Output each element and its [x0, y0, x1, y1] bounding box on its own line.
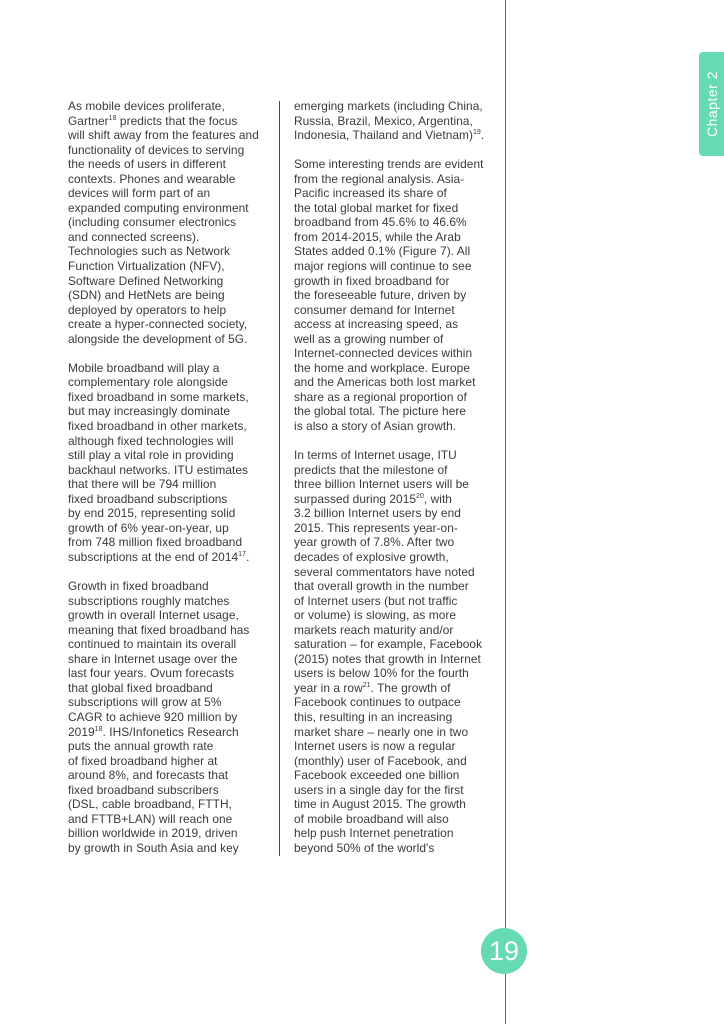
- paragraph: [294, 448, 494, 855]
- text-line: predicts that the milestone of: [294, 462, 448, 477]
- text-line: Facebook exceeded one billion: [294, 768, 460, 783]
- footnote-ref: 19: [472, 129, 481, 137]
- text-line: from the regional analysis. Asia-: [294, 171, 465, 186]
- text-line: time in August 2015. The growth: [294, 797, 466, 812]
- text-line: (monthly) user of Facebook, and: [294, 753, 467, 768]
- text-line: Internet users is now a regular: [294, 739, 456, 754]
- text-line: several commentators have noted: [294, 564, 475, 579]
- text-line: and connected screens).: [68, 229, 200, 244]
- chapter-label: Chapter 2: [704, 71, 720, 137]
- text-line: growth of 6% year-on-year, up: [68, 520, 229, 535]
- text-line: beyond 50% of the world's: [294, 840, 435, 855]
- text-line: growth in fixed broadband for: [294, 273, 450, 288]
- text-line: growth in overall Internet usage,: [68, 608, 239, 623]
- text-line: broadband from 45.6% to 46.6%: [294, 215, 467, 230]
- text-line: alongside the development of 5G.: [68, 331, 248, 346]
- footnote-ref: 21: [362, 681, 371, 689]
- text-line: continued to maintain its overall: [68, 637, 237, 652]
- text-line: the global total. The picture here: [294, 404, 467, 419]
- text-line: market share – nearly one in two: [294, 724, 469, 739]
- paragraph: [68, 579, 268, 855]
- text-line: fixed broadband subscribers: [68, 782, 219, 797]
- text-line: well as a growing number of: [294, 331, 444, 346]
- text-line: create a hyper-connected society,: [68, 317, 248, 332]
- text-line: but may increasingly dominate: [68, 404, 231, 419]
- text-line: from 748 million fixed broadband: [68, 535, 243, 550]
- text-line: CAGR to achieve 920 million by: [68, 709, 238, 724]
- text-line: that overall growth in the number: [294, 579, 469, 594]
- text-line: share as a regional proportion of: [294, 389, 467, 404]
- text-column-left: [68, 99, 268, 855]
- text-line: year in a row$^{21}$. The growth of: [294, 680, 451, 695]
- text-line: that there will be 794 million: [68, 477, 217, 492]
- text-line: consumer demand for Internet: [294, 302, 455, 317]
- text-line: complementary role alongside: [68, 375, 229, 390]
- text-line: functionality of devices to serving: [68, 142, 245, 157]
- paragraph: [294, 157, 494, 433]
- text-line: still play a vital role in providing: [68, 448, 234, 463]
- text-line: by growth in South Asia and key: [68, 840, 239, 855]
- text-line: of fixed broadband higher at: [68, 753, 218, 768]
- text-line: Gartner$^{18}$ predicts that the focus: [68, 113, 238, 128]
- footnote-ref: 17: [238, 550, 247, 558]
- text-line: the total global market for fixed: [294, 200, 459, 215]
- text-line: (SDN) and HetNets are being: [68, 288, 225, 303]
- text-line: or volume) is slowing, as more: [294, 608, 457, 623]
- chapter-tab: [699, 52, 724, 156]
- text-line: Mobile broadband will play a: [68, 360, 220, 375]
- text-line: expanded computing environment: [68, 200, 249, 215]
- paragraph: [68, 361, 268, 565]
- text-line: contexts. Phones and wearable: [68, 171, 236, 186]
- footnote-ref: 18: [94, 725, 103, 733]
- footnote-ref: 18: [108, 114, 117, 122]
- text-line: and FTTB+LAN) will reach one: [68, 811, 233, 826]
- text-line: users in a single day for the first: [294, 782, 464, 797]
- text-line: 2019$^{18}$. IHS/Infonetics Research: [68, 724, 239, 739]
- text-line: help push Internet penetration: [294, 826, 454, 841]
- text-line: although fixed technologies will: [68, 433, 234, 448]
- text-line: 3.2 billion Internet users by end: [294, 506, 461, 521]
- text-line: this, resulting in an increasing: [294, 709, 453, 724]
- text-line: surpassed during 2015$^{20}$, with: [294, 491, 452, 506]
- text-line: Software Defined Networking: [68, 273, 224, 288]
- column-divider-line: [279, 101, 280, 856]
- text-line: Internet-connected devices within: [294, 346, 473, 361]
- text-line: the needs of users in different: [68, 157, 226, 172]
- text-line: major regions will continue to see: [294, 259, 472, 274]
- text-line: decades of explosive growth,: [294, 549, 449, 564]
- text-line: Pacific increased its share of: [294, 186, 447, 201]
- text-line: Growth in fixed broadband: [68, 579, 209, 594]
- text-line: (including consumer electronics: [68, 215, 237, 230]
- text-line: the home and workplace. Europe: [294, 360, 471, 375]
- text-line: that global fixed broadband: [68, 680, 213, 695]
- text-column-right: [294, 99, 494, 855]
- text-line: subscriptions will grow at 5%: [68, 695, 222, 710]
- text-line: access at increasing speed, as: [294, 317, 459, 332]
- text-line: devices will form part of an: [68, 186, 211, 201]
- text-line: Some interesting trends are evident: [294, 157, 484, 172]
- text-line: last four years. Ovum forecasts: [68, 666, 235, 681]
- text-line: by end 2015, representing solid: [68, 506, 236, 521]
- page-number: 19: [481, 928, 527, 974]
- text-line: subscriptions roughly matches: [68, 593, 230, 608]
- text-line: emerging markets (including China,: [294, 99, 483, 113]
- text-line: In terms of Internet usage, ITU: [294, 448, 457, 463]
- text-line: and the Americas both lost market: [294, 375, 476, 390]
- text-line: year growth of 7.8%. After two: [294, 535, 455, 550]
- text-line: the foreseeable future, driven by: [294, 288, 467, 303]
- text-line: from 2014-2015, while the Arab: [294, 229, 461, 244]
- footnote-ref: 20: [416, 492, 424, 500]
- text-line: will shift away from the features and: [68, 128, 259, 143]
- text-line: Technologies such as Network: [68, 244, 231, 259]
- text-line: three billion Internet users will be: [294, 477, 469, 492]
- page-divider-line: [505, 0, 506, 1024]
- text-line: 2015. This represents year-on-: [294, 520, 458, 535]
- text-line: share in Internet usage over the: [68, 651, 238, 666]
- text-line: around 8%, and forecasts that: [68, 768, 229, 783]
- text-line: States added 0.1% (Figure 7). All: [294, 244, 471, 259]
- text-line: of mobile broadband will also: [294, 811, 449, 826]
- text-line: markets reach maturity and/or: [294, 622, 454, 637]
- text-line: As mobile devices proliferate,: [68, 99, 225, 113]
- text-line: fixed broadband subscriptions: [68, 491, 228, 506]
- text-line: of Internet users (but not traffic: [294, 593, 458, 608]
- text-line: (DSL, cable broadband, FTTH,: [68, 797, 232, 812]
- text-line: users is below 10% for the fourth: [294, 666, 469, 681]
- text-line: Russia, Brazil, Mexico, Argentina,: [294, 113, 473, 128]
- paragraph: [294, 99, 494, 143]
- text-line: Function Virtualization (NFV),: [68, 259, 225, 274]
- text-line: Indonesia, Thailand and Vietnam)$^{19}$.: [294, 128, 485, 143]
- text-line: (2015) notes that growth in Internet: [294, 651, 481, 666]
- text-line: subscriptions at the end of 2014$^{17}$.: [68, 549, 250, 564]
- text-line: billion worldwide in 2019, driven: [68, 826, 238, 841]
- text-line: Facebook continues to outpace: [294, 695, 461, 710]
- text-line: puts the annual growth rate: [68, 739, 214, 754]
- text-line: is also a story of Asian growth.: [294, 419, 457, 434]
- paragraph: [68, 99, 268, 346]
- text-line: backhaul networks. ITU estimates: [68, 462, 249, 477]
- text-line: deployed by operators to help: [68, 302, 227, 317]
- text-line: meaning that fixed broadband has: [68, 622, 250, 637]
- text-line: fixed broadband in other markets,: [68, 419, 247, 434]
- text-line: fixed broadband in some markets,: [68, 389, 249, 404]
- text-line: saturation – for example, Facebook: [294, 637, 483, 652]
